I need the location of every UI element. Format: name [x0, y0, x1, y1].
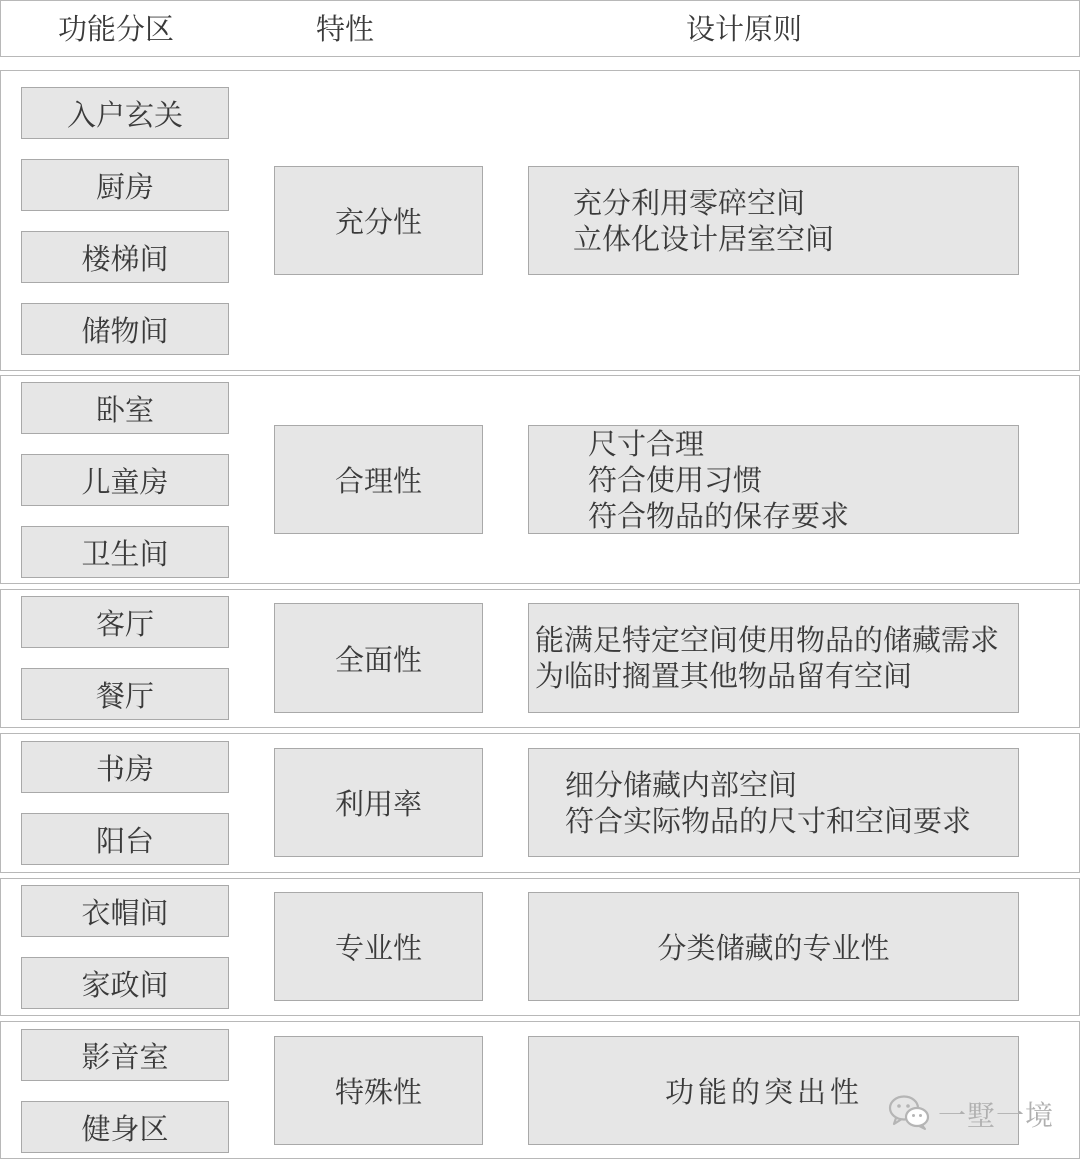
principle-line: 尺寸合理: [587, 426, 704, 461]
room-box: 影音室: [21, 1029, 229, 1081]
room-box: 客厅: [21, 596, 229, 648]
principle-box: [528, 603, 1019, 713]
header-feature: 特性: [316, 12, 375, 46]
principle-line: 立体化设计居室空间: [572, 221, 834, 256]
room-box: 厨房: [21, 159, 229, 211]
feature-box: 专业性: [274, 892, 483, 1001]
principle-line: 符合使用习惯: [587, 462, 762, 497]
principle-line: 充分利用零碎空间: [572, 185, 805, 220]
principle-line: 细分储藏内部空间: [565, 767, 798, 802]
header-design-principle: 设计原则: [686, 12, 803, 46]
header-function-zone: 功能分区: [58, 12, 175, 46]
room-box: 卧室: [21, 382, 229, 434]
room-box: 家政间: [21, 957, 229, 1009]
feature-box: 特殊性: [274, 1036, 483, 1145]
feature-box: 合理性: [274, 425, 483, 534]
principle-line: 能满足特定空间使用物品的储藏需求: [535, 623, 1000, 657]
feature-box: 全面性: [274, 603, 483, 713]
wechat-icon: [888, 1094, 930, 1134]
room-box: 入户玄关: [21, 87, 229, 139]
feature-box: 利用率: [274, 748, 483, 857]
principle-line: 符合物品的保存要求: [587, 498, 849, 533]
principle-box: [528, 166, 1019, 275]
principle-line: 为临时搁置其他物品留有空间: [535, 659, 913, 693]
principle-box: [528, 892, 1019, 1001]
principle-box: [528, 425, 1019, 534]
room-box: 储物间: [21, 303, 229, 355]
room-box: 书房: [21, 741, 229, 793]
watermark-text: 一墅一境: [938, 1099, 1055, 1132]
room-box: 阳台: [21, 813, 229, 865]
principle-line: 分类储藏的专业性: [657, 931, 890, 965]
watermark: [888, 1092, 1054, 1136]
principle-line: 符合实际物品的尺寸和空间要求: [565, 803, 972, 838]
room-box: 卫生间: [21, 526, 229, 578]
principle-line: 功能的突出性: [665, 1075, 864, 1109]
room-box: 楼梯间: [21, 231, 229, 283]
room-box: 儿童房: [21, 454, 229, 506]
principle-box: [528, 748, 1019, 857]
room-box: 衣帽间: [21, 885, 229, 937]
feature-box: 充分性: [274, 166, 483, 275]
room-box: 餐厅: [21, 668, 229, 720]
room-box: 健身区: [21, 1101, 229, 1153]
